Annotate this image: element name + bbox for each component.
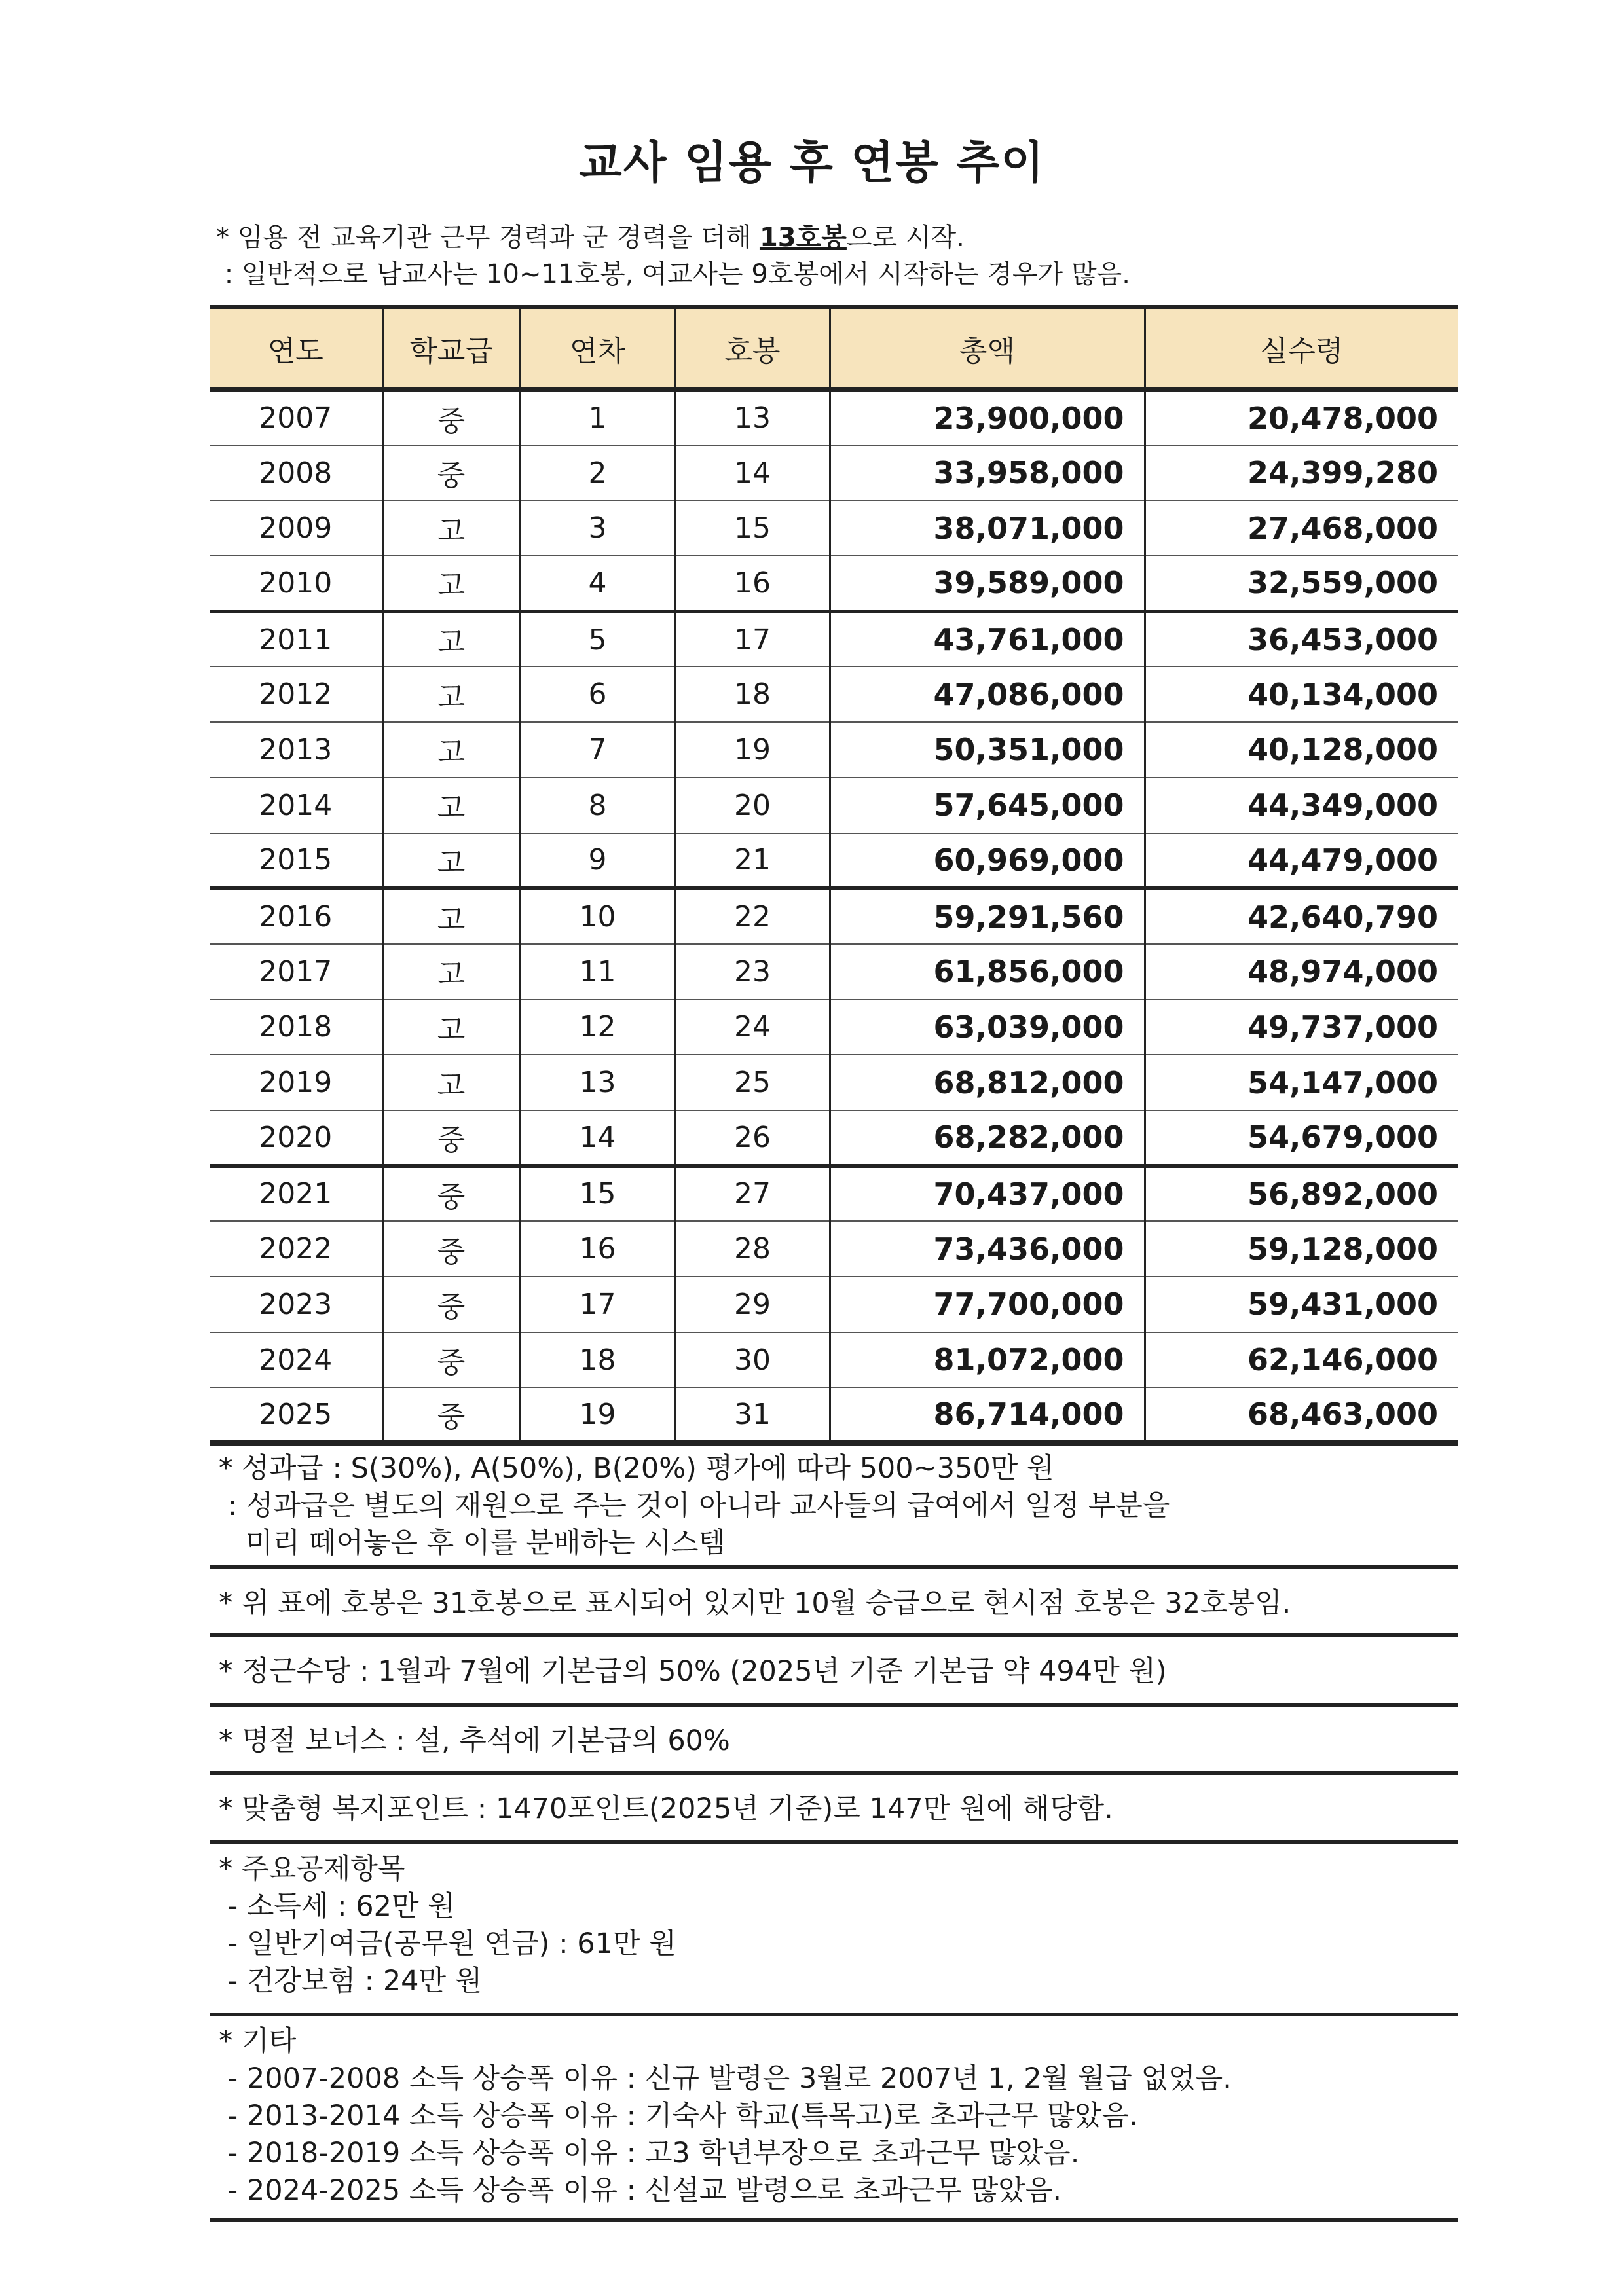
table-row [210, 445, 1458, 501]
cell-salary-step: 25 [675, 1055, 830, 1110]
intro-text: 으로 시작. [846, 223, 965, 253]
cell-year: 2010 [210, 556, 382, 611]
cell-salary-step: 28 [675, 1221, 830, 1277]
cell-year: 2025 [210, 1387, 382, 1443]
cell-salary-step: 14 [675, 445, 830, 501]
cell-net-pay: 24,399,280 [1145, 445, 1458, 501]
note-line: * 정근수당 : 1월과 7월에 기본급의 50% (2025년 기준 기본급 약 494만 원) [219, 1655, 1167, 1688]
cell-net-pay: 42,640,790 [1145, 888, 1458, 944]
table-row [210, 833, 1458, 889]
salary-table [210, 305, 1458, 1446]
cell-year: 2017 [210, 944, 382, 1000]
cell-gross-total: 86,714,000 [830, 1387, 1145, 1443]
cell-net-pay: 44,349,000 [1145, 778, 1458, 833]
cell-salary-step: 20 [675, 778, 830, 833]
cell-year: 2011 [210, 611, 382, 667]
cell-salary-step: 16 [675, 556, 830, 611]
cell-net-pay: 40,128,000 [1145, 722, 1458, 778]
cell-net-pay: 68,463,000 [1145, 1387, 1458, 1443]
cell-school-level: 고 [382, 833, 520, 889]
intro-line-1 [216, 219, 1130, 256]
table-row [210, 666, 1458, 722]
cell-net-pay: 59,128,000 [1145, 1221, 1458, 1277]
cell-gross-total: 59,291,560 [830, 888, 1145, 944]
note-block [210, 1637, 1458, 1707]
cell-year: 2022 [210, 1221, 382, 1277]
cell-year: 2018 [210, 1000, 382, 1055]
note-line: * 성과급 : S(30%), A(50%), B(20%) 평가에 따라 500~350만 원 [219, 1452, 1054, 1485]
cell-gross-total: 47,086,000 [830, 666, 1145, 722]
cell-year: 2023 [210, 1277, 382, 1332]
cell-years-of-service: 19 [520, 1387, 675, 1443]
cell-years-of-service: 1 [520, 390, 675, 445]
cell-salary-step: 30 [675, 1332, 830, 1388]
cell-gross-total: 63,039,000 [830, 1000, 1145, 1055]
column-header-gross-total: 총액 [830, 307, 1145, 390]
table-row [210, 778, 1458, 833]
cell-school-level: 중 [382, 1332, 520, 1388]
cell-gross-total: 43,761,000 [830, 611, 1145, 667]
cell-gross-total: 33,958,000 [830, 445, 1145, 501]
table-row [210, 722, 1458, 778]
cell-years-of-service: 7 [520, 722, 675, 778]
cell-gross-total: 77,700,000 [830, 1277, 1145, 1332]
cell-years-of-service: 13 [520, 1055, 675, 1110]
cell-year: 2021 [210, 1166, 382, 1222]
cell-years-of-service: 11 [520, 944, 675, 1000]
note-line: : 성과급은 별도의 재원으로 주는 것이 아니라 교사들의 급여에서 일정 부분을 [219, 1489, 1170, 1522]
cell-net-pay: 44,479,000 [1145, 833, 1458, 889]
note-line: - 2013-2014 소득 상승폭 이유 : 기숙사 학교(특목고)로 초과근무 많았음. [219, 2100, 1138, 2132]
cell-gross-total: 70,437,000 [830, 1166, 1145, 1222]
table-row [210, 390, 1458, 445]
notes-section [210, 1444, 1458, 2222]
note-line: - 2024-2025 소득 상승폭 이유 : 신설교 발령으로 초과근무 많았음. [219, 2174, 1062, 2207]
note-line: * 맞춤형 복지포인트 : 1470포인트(2025년 기준)로 147만 원에 해당함. [219, 1793, 1113, 1825]
cell-school-level: 고 [382, 944, 520, 1000]
note-line: * 위 표에 호봉은 31호봉으로 표시되어 있지만 10월 승급으로 현시점 호봉은 32호봉임. [219, 1587, 1291, 1620]
note-line: - 일반기여금(공무원 연금) : 61만 원 [219, 1927, 676, 1960]
table-header-row [210, 307, 1458, 390]
cell-salary-step: 24 [675, 1000, 830, 1055]
cell-years-of-service: 9 [520, 833, 675, 889]
cell-year: 2007 [210, 390, 382, 445]
cell-gross-total: 50,351,000 [830, 722, 1145, 778]
cell-school-level: 중 [382, 390, 520, 445]
cell-years-of-service: 6 [520, 666, 675, 722]
cell-gross-total: 73,436,000 [830, 1221, 1145, 1277]
cell-school-level: 고 [382, 556, 520, 611]
table-row [210, 1332, 1458, 1388]
table-row [210, 944, 1458, 1000]
cell-net-pay: 48,974,000 [1145, 944, 1458, 1000]
cell-gross-total: 81,072,000 [830, 1332, 1145, 1388]
note-line: 미리 떼어놓은 후 이를 분배하는 시스템 [219, 1527, 726, 1559]
table-row [210, 1387, 1458, 1443]
cell-years-of-service: 4 [520, 556, 675, 611]
cell-years-of-service: 15 [520, 1166, 675, 1222]
cell-school-level: 중 [382, 1110, 520, 1166]
note-block [210, 1775, 1458, 1844]
cell-salary-step: 27 [675, 1166, 830, 1222]
cell-gross-total: 39,589,000 [830, 556, 1145, 611]
column-header-salary-step: 호봉 [675, 307, 830, 390]
cell-school-level: 중 [382, 1387, 520, 1443]
cell-school-level: 고 [382, 778, 520, 833]
column-header-years-of-service: 연차 [520, 307, 675, 390]
cell-net-pay: 36,453,000 [1145, 611, 1458, 667]
cell-net-pay: 40,134,000 [1145, 666, 1458, 722]
cell-years-of-service: 5 [520, 611, 675, 667]
cell-year: 2015 [210, 833, 382, 889]
cell-school-level: 중 [382, 1221, 520, 1277]
cell-year: 2014 [210, 778, 382, 833]
note-line: * 명절 보너스 : 설, 추석에 기본급의 60% [219, 1724, 730, 1757]
cell-year: 2012 [210, 666, 382, 722]
cell-school-level: 고 [382, 888, 520, 944]
cell-years-of-service: 18 [520, 1332, 675, 1388]
note-block [210, 1569, 1458, 1637]
table-row [210, 1277, 1458, 1332]
cell-salary-step: 17 [675, 611, 830, 667]
cell-net-pay: 27,468,000 [1145, 500, 1458, 556]
table-row [210, 611, 1458, 667]
note-block [210, 2016, 1458, 2222]
page-title: 교사 임용 후 연봉 추이 [579, 137, 1045, 189]
cell-years-of-service: 17 [520, 1277, 675, 1332]
intro-text: * 임용 전 교육기관 근무 경력과 군 경력을 더해 [216, 223, 760, 253]
cell-net-pay: 54,679,000 [1145, 1110, 1458, 1166]
table-row [210, 1055, 1458, 1110]
note-line: - 소득세 : 62만 원 [219, 1890, 455, 1923]
table-row [210, 888, 1458, 944]
cell-salary-step: 18 [675, 666, 830, 722]
cell-school-level: 중 [382, 445, 520, 501]
cell-year: 2009 [210, 500, 382, 556]
intro-highlight: 13호봉 [759, 223, 847, 253]
column-header-net-pay: 실수령 [1145, 307, 1458, 390]
column-header-school-level: 학교급 [382, 307, 520, 390]
cell-years-of-service: 8 [520, 778, 675, 833]
column-header-year: 연도 [210, 307, 382, 390]
note-line: * 기타 [219, 2025, 297, 2058]
cell-school-level: 고 [382, 1055, 520, 1110]
table-row [210, 1166, 1458, 1222]
cell-school-level: 중 [382, 1277, 520, 1332]
cell-salary-step: 15 [675, 500, 830, 556]
cell-net-pay: 59,431,000 [1145, 1277, 1458, 1332]
note-line: * 주요공제항목 [219, 1853, 405, 1886]
cell-year: 2013 [210, 722, 382, 778]
cell-salary-step: 23 [675, 944, 830, 1000]
cell-gross-total: 68,282,000 [830, 1110, 1145, 1166]
cell-school-level: 고 [382, 1000, 520, 1055]
cell-salary-step: 19 [675, 722, 830, 778]
cell-years-of-service: 14 [520, 1110, 675, 1166]
table-row [210, 556, 1458, 611]
cell-school-level: 고 [382, 722, 520, 778]
cell-net-pay: 49,737,000 [1145, 1000, 1458, 1055]
table-row [210, 1110, 1458, 1166]
cell-salary-step: 31 [675, 1387, 830, 1443]
cell-gross-total: 61,856,000 [830, 944, 1145, 1000]
cell-gross-total: 57,645,000 [830, 778, 1145, 833]
cell-salary-step: 13 [675, 390, 830, 445]
cell-net-pay: 62,146,000 [1145, 1332, 1458, 1388]
cell-year: 2019 [210, 1055, 382, 1110]
cell-years-of-service: 3 [520, 500, 675, 556]
cell-gross-total: 23,900,000 [830, 390, 1145, 445]
note-line: - 2007-2008 소득 상승폭 이유 : 신규 발령은 3월로 2007년 1, 2월 월급 없었음. [219, 2062, 1232, 2095]
cell-salary-step: 21 [675, 833, 830, 889]
cell-salary-step: 29 [675, 1277, 830, 1332]
cell-school-level: 고 [382, 500, 520, 556]
table-row [210, 1000, 1458, 1055]
table-row [210, 500, 1458, 556]
cell-gross-total: 60,969,000 [830, 833, 1145, 889]
cell-net-pay: 56,892,000 [1145, 1166, 1458, 1222]
cell-net-pay: 32,559,000 [1145, 556, 1458, 611]
cell-gross-total: 38,071,000 [830, 500, 1145, 556]
cell-net-pay: 20,478,000 [1145, 390, 1458, 445]
cell-salary-step: 22 [675, 888, 830, 944]
cell-years-of-service: 16 [520, 1221, 675, 1277]
cell-year: 2008 [210, 445, 382, 501]
note-block [210, 1844, 1458, 2016]
cell-years-of-service: 2 [520, 445, 675, 501]
note-block [210, 1444, 1458, 1569]
cell-year: 2020 [210, 1110, 382, 1166]
cell-salary-step: 26 [675, 1110, 830, 1166]
cell-school-level: 고 [382, 611, 520, 667]
note-block [210, 1707, 1458, 1775]
cell-gross-total: 68,812,000 [830, 1055, 1145, 1110]
cell-year: 2016 [210, 888, 382, 944]
note-line: - 건강보험 : 24만 원 [219, 1965, 483, 1997]
cell-school-level: 중 [382, 1166, 520, 1222]
cell-years-of-service: 12 [520, 1000, 675, 1055]
cell-school-level: 고 [382, 666, 520, 722]
cell-year: 2024 [210, 1332, 382, 1388]
intro-line-2: : 일반적으로 남교사는 10~11호봉, 여교사는 9호봉에서 시작하는 경우가 많음. [216, 259, 1131, 289]
cell-net-pay: 54,147,000 [1145, 1055, 1458, 1110]
cell-years-of-service: 10 [520, 888, 675, 944]
note-line: - 2018-2019 소득 상승폭 이유 : 고3 학년부장으로 초과근무 많았음. [219, 2137, 1080, 2170]
table-row [210, 1221, 1458, 1277]
intro-note [216, 219, 1130, 293]
